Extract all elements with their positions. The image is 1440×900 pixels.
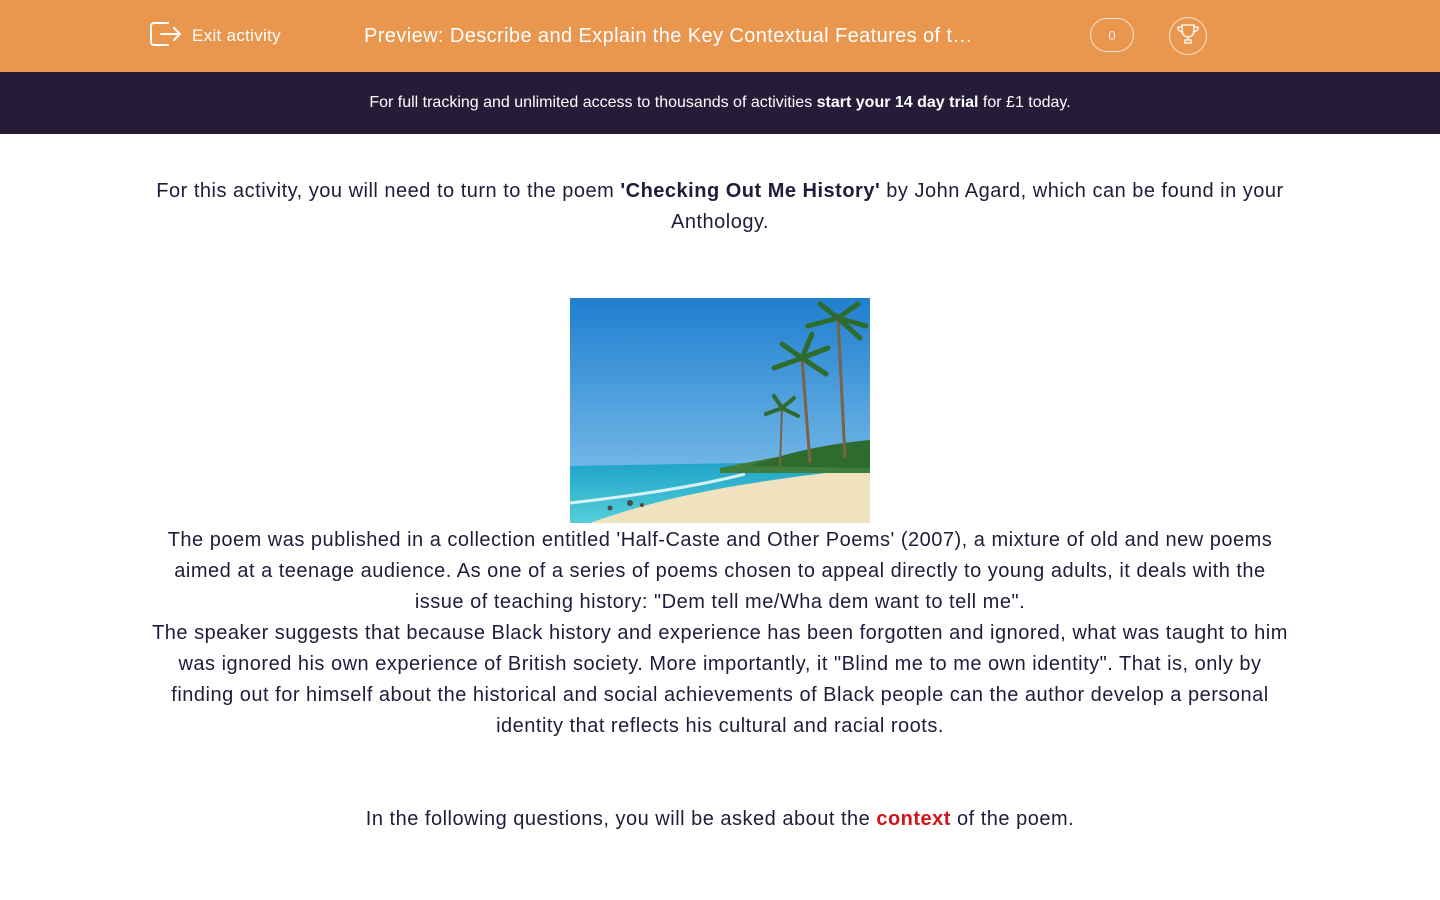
banner-text-end: for £1 today. <box>978 94 1071 111</box>
closing-text-start: In the following questions, you will be asked about the <box>365 808 877 830</box>
closing-text-end: of the poem. <box>950 808 1075 830</box>
context-paragraph-1: The poem was published in a collection entitled 'Half-Caste and Other Poems' (2007), a mixture of old and new poems aimed at a teenage audience. As one of a series of poems chosen to appeal directly to young adults, it deals with the issue of teaching history: "Dem tell me/Wha dem want to tell me". <box>167 529 1273 613</box>
trial-banner <box>0 72 1440 134</box>
beach-image <box>570 298 870 523</box>
trophy-icon <box>1176 23 1200 50</box>
exit-activity-label: Exit activity <box>192 26 281 45</box>
activity-content <box>150 176 1290 835</box>
intro-text-start: For this activity, you will need to turn to the poem <box>156 180 621 202</box>
poem-title: 'Checking Out Me History' <box>620 180 881 202</box>
context-keyword: context <box>876 808 951 830</box>
page-title: Preview: Describe and Explain the Key Contextual Features of t… <box>364 25 973 47</box>
trophy-button[interactable] <box>1169 17 1207 55</box>
top-bar <box>0 0 1440 72</box>
closing-text <box>150 804 1290 835</box>
intro-text-end: by John Agard, which can be found in your Anthology. <box>670 180 1284 233</box>
trial-link[interactable]: start your 14 day trial <box>816 94 979 111</box>
score-badge: 0 <box>1090 18 1134 52</box>
exit-activity-button[interactable] <box>148 20 281 52</box>
exit-icon <box>148 19 182 54</box>
context-paragraph-2: The speaker suggests that because Black history and experience has been forgotten and ignored, what was taught to him was ignored his own experience of British society. More importantly, it "Blind me to me own identity". That is, only by finding out for himself about the historical and social achievements of Black people can the author develop a personal identity that reflects his cultural and racial roots. <box>152 622 1288 737</box>
image-container <box>150 298 1290 523</box>
intro-text <box>150 176 1290 238</box>
banner-text: For full tracking and unlimited access to thousands of activities <box>369 94 817 111</box>
